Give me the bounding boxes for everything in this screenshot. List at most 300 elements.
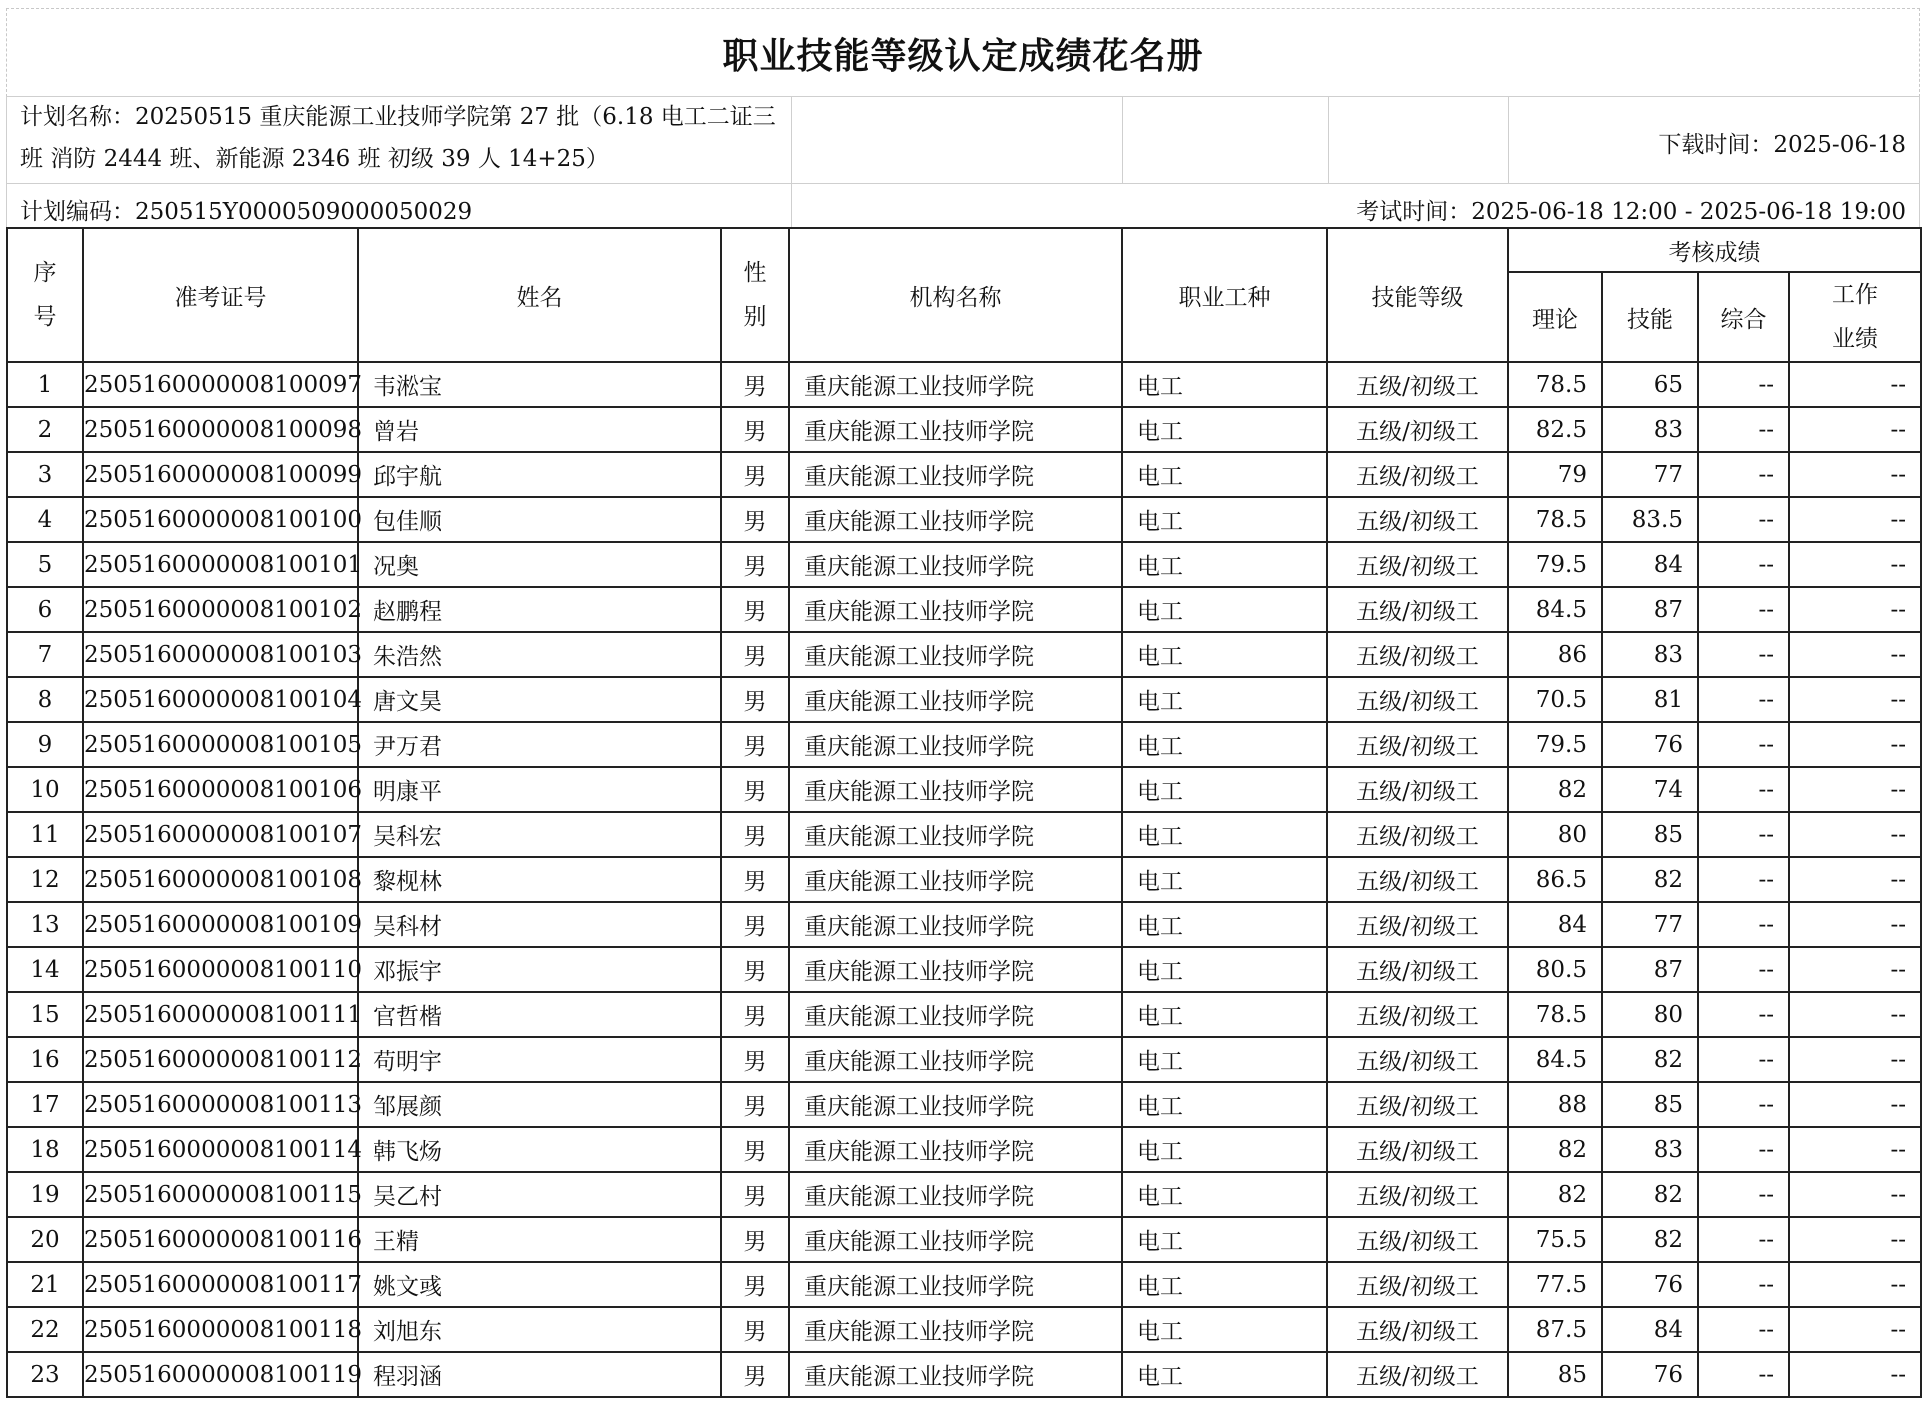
cell-org: 重庆能源工业技师学院 — [789, 992, 1122, 1037]
cell-occupation: 电工 — [1122, 1172, 1327, 1217]
download-time — [1658, 126, 1906, 159]
table-row — [7, 857, 1921, 902]
cell-skill: 84 — [1602, 542, 1698, 587]
cell-org: 重庆能源工业技师学院 — [789, 1217, 1122, 1262]
cell-seq: 21 — [7, 1262, 83, 1307]
cell-gender: 男 — [721, 1127, 789, 1172]
cell-org: 重庆能源工业技师学院 — [789, 1082, 1122, 1127]
cell-ticket: 2505160000008100113 — [83, 1082, 358, 1127]
info-divider-2 — [1122, 96, 1123, 183]
cell-ticket: 2505160000008100101 — [83, 542, 358, 587]
cell-name: 程羽涵 — [358, 1352, 721, 1397]
cell-work: -- — [1789, 1307, 1921, 1352]
table-row — [7, 1352, 1921, 1397]
cell-level: 五级/初级工 — [1327, 1082, 1508, 1127]
cell-work: -- — [1789, 587, 1921, 632]
cell-gender: 男 — [721, 407, 789, 452]
cell-occupation: 电工 — [1122, 1352, 1327, 1397]
col-level-header: 技能等级 — [1327, 228, 1508, 362]
col-work-header — [1789, 272, 1921, 362]
cell-level: 五级/初级工 — [1327, 1217, 1508, 1262]
cell-gender: 男 — [721, 1217, 789, 1262]
cell-work: -- — [1789, 767, 1921, 812]
cell-theory: 84 — [1508, 902, 1602, 947]
col-org-header: 机构名称 — [789, 228, 1122, 362]
cell-work: -- — [1789, 497, 1921, 542]
cell-theory: 75.5 — [1508, 1217, 1602, 1262]
cell-ticket: 2505160000008100107 — [83, 812, 358, 857]
cell-work: -- — [1789, 947, 1921, 992]
cell-work: -- — [1789, 362, 1921, 407]
col-theory-header: 理论 — [1508, 272, 1602, 362]
cell-gender: 男 — [721, 362, 789, 407]
cell-theory: 82 — [1508, 1127, 1602, 1172]
cell-overall: -- — [1698, 1262, 1789, 1307]
cell-ticket: 2505160000008100102 — [83, 587, 358, 632]
cell-work: -- — [1789, 1217, 1921, 1262]
cell-skill: 77 — [1602, 452, 1698, 497]
cell-level: 五级/初级工 — [1327, 587, 1508, 632]
table-row — [7, 1172, 1921, 1217]
cell-overall: -- — [1698, 902, 1789, 947]
cell-level: 五级/初级工 — [1327, 1352, 1508, 1397]
cell-ticket: 2505160000008100119 — [83, 1352, 358, 1397]
cell-name: 吴科宏 — [358, 812, 721, 857]
cell-theory: 80 — [1508, 812, 1602, 857]
cell-ticket: 2505160000008100110 — [83, 947, 358, 992]
table-row — [7, 632, 1921, 677]
table-row — [7, 587, 1921, 632]
plan-code — [20, 193, 472, 226]
cell-theory: 78.5 — [1508, 992, 1602, 1037]
cell-theory: 70.5 — [1508, 677, 1602, 722]
info-divider-1 — [791, 96, 792, 227]
cell-overall: -- — [1698, 1352, 1789, 1397]
cell-seq: 1 — [7, 362, 83, 407]
cell-work: -- — [1789, 1262, 1921, 1307]
cell-ticket: 2505160000008100100 — [83, 497, 358, 542]
score-table-body — [7, 362, 1921, 1397]
cell-org: 重庆能源工业技师学院 — [789, 452, 1122, 497]
table-row — [7, 497, 1921, 542]
cell-ticket: 2505160000008100115 — [83, 1172, 358, 1217]
cell-level: 五级/初级工 — [1327, 767, 1508, 812]
cell-skill: 81 — [1602, 677, 1698, 722]
cell-name: 唐文昊 — [358, 677, 721, 722]
cell-occupation: 电工 — [1122, 1217, 1327, 1262]
cell-work: -- — [1789, 677, 1921, 722]
table-row — [7, 1127, 1921, 1172]
plan-code-label: 计划编码： — [20, 199, 135, 225]
cell-overall: -- — [1698, 497, 1789, 542]
cell-theory: 80.5 — [1508, 947, 1602, 992]
cell-work: -- — [1789, 1352, 1921, 1397]
col-overall-header: 综合 — [1698, 272, 1789, 362]
cell-name: 明康平 — [358, 767, 721, 812]
cell-gender: 男 — [721, 902, 789, 947]
table-row — [7, 992, 1921, 1037]
col-gender-header — [721, 228, 789, 362]
cell-work: -- — [1789, 722, 1921, 767]
cell-skill: 83.5 — [1602, 497, 1698, 542]
cell-work: -- — [1789, 992, 1921, 1037]
cell-ticket: 2505160000008100118 — [83, 1307, 358, 1352]
cell-theory: 77.5 — [1508, 1262, 1602, 1307]
cell-theory: 85 — [1508, 1352, 1602, 1397]
cell-org: 重庆能源工业技师学院 — [789, 857, 1122, 902]
cell-org: 重庆能源工业技师学院 — [789, 1262, 1122, 1307]
cell-seq: 20 — [7, 1217, 83, 1262]
cell-ticket: 2505160000008100111 — [83, 992, 358, 1037]
cell-overall: -- — [1698, 947, 1789, 992]
cell-ticket: 2505160000008100108 — [83, 857, 358, 902]
cell-org: 重庆能源工业技师学院 — [789, 767, 1122, 812]
cell-skill: 83 — [1602, 407, 1698, 452]
cell-overall: -- — [1698, 362, 1789, 407]
table-row — [7, 677, 1921, 722]
col-ticket-header: 准考证号 — [83, 228, 358, 362]
cell-theory: 86.5 — [1508, 857, 1602, 902]
cell-name: 刘旭东 — [358, 1307, 721, 1352]
cell-name: 况奥 — [358, 542, 721, 587]
cell-occupation: 电工 — [1122, 1307, 1327, 1352]
cell-org: 重庆能源工业技师学院 — [789, 587, 1122, 632]
cell-overall: -- — [1698, 1127, 1789, 1172]
cell-name: 姚文彧 — [358, 1262, 721, 1307]
cell-skill: 77 — [1602, 902, 1698, 947]
cell-name: 韩飞炀 — [358, 1127, 721, 1172]
cell-name: 朱浩然 — [358, 632, 721, 677]
cell-seq: 19 — [7, 1172, 83, 1217]
cell-level: 五级/初级工 — [1327, 452, 1508, 497]
table-row — [7, 407, 1921, 452]
cell-overall: -- — [1698, 857, 1789, 902]
col-gender-header-line2: 别 — [743, 304, 767, 330]
col-occupation-header: 职业工种 — [1122, 228, 1327, 362]
cell-name: 赵鹏程 — [358, 587, 721, 632]
cell-ticket: 2505160000008100098 — [83, 407, 358, 452]
cell-occupation: 电工 — [1122, 812, 1327, 857]
cell-ticket: 2505160000008100105 — [83, 722, 358, 767]
cell-level: 五级/初级工 — [1327, 632, 1508, 677]
cell-level: 五级/初级工 — [1327, 947, 1508, 992]
plan-name-label: 计划名称： — [20, 104, 135, 130]
table-row — [7, 902, 1921, 947]
cell-name: 韦淞宝 — [358, 362, 721, 407]
exam-time-label: 考试时间： — [1356, 199, 1472, 225]
cell-gender: 男 — [721, 452, 789, 497]
cell-ticket: 2505160000008100103 — [83, 632, 358, 677]
cell-overall: -- — [1698, 1217, 1789, 1262]
info-mid-line — [6, 183, 1920, 184]
col-seq-header-line1: 序 — [33, 260, 57, 286]
cell-occupation: 电工 — [1122, 542, 1327, 587]
cell-skill: 84 — [1602, 1307, 1698, 1352]
cell-level: 五级/初级工 — [1327, 1172, 1508, 1217]
cell-seq: 9 — [7, 722, 83, 767]
cell-org: 重庆能源工业技师学院 — [789, 497, 1122, 542]
cell-org: 重庆能源工业技师学院 — [789, 677, 1122, 722]
cell-overall: -- — [1698, 767, 1789, 812]
cell-seq: 12 — [7, 857, 83, 902]
info-divider-4 — [1508, 96, 1509, 183]
cell-skill: 76 — [1602, 722, 1698, 767]
cell-name: 王精 — [358, 1217, 721, 1262]
cell-theory: 78.5 — [1508, 497, 1602, 542]
cell-occupation: 电工 — [1122, 1037, 1327, 1082]
cell-occupation: 电工 — [1122, 407, 1327, 452]
col-gender-header-line1: 性 — [743, 260, 767, 286]
cell-org: 重庆能源工业技师学院 — [789, 542, 1122, 587]
cell-name: 包佳顺 — [358, 497, 721, 542]
cell-level: 五级/初级工 — [1327, 677, 1508, 722]
cell-org: 重庆能源工业技师学院 — [789, 1127, 1122, 1172]
cell-org: 重庆能源工业技师学院 — [789, 947, 1122, 992]
page-title: 职业技能等级认定成绩花名册 — [722, 35, 1204, 77]
cell-gender: 男 — [721, 677, 789, 722]
table-row — [7, 947, 1921, 992]
cell-theory: 87.5 — [1508, 1307, 1602, 1352]
table-row — [7, 767, 1921, 812]
cell-ticket: 2505160000008100117 — [83, 1262, 358, 1307]
cell-ticket: 2505160000008100097 — [83, 362, 358, 407]
cell-work: -- — [1789, 452, 1921, 497]
cell-gender: 男 — [721, 1307, 789, 1352]
cell-org: 重庆能源工业技师学院 — [789, 1037, 1122, 1082]
cell-gender: 男 — [721, 767, 789, 812]
col-work-header-line2: 业绩 — [1832, 326, 1878, 352]
plan-code-value: 250515Y0000509000050029 — [135, 199, 473, 225]
cell-theory: 79.5 — [1508, 542, 1602, 587]
cell-gender: 男 — [721, 542, 789, 587]
cell-gender: 男 — [721, 857, 789, 902]
cell-gender: 男 — [721, 992, 789, 1037]
cell-gender: 男 — [721, 947, 789, 992]
cell-gender: 男 — [721, 1172, 789, 1217]
info-divider-3 — [1328, 96, 1329, 183]
cell-occupation: 电工 — [1122, 632, 1327, 677]
cell-level: 五级/初级工 — [1327, 812, 1508, 857]
cell-name: 邱宇航 — [358, 452, 721, 497]
col-seq-header — [7, 228, 83, 362]
cell-skill: 82 — [1602, 857, 1698, 902]
cell-seq: 11 — [7, 812, 83, 857]
cell-seq: 22 — [7, 1307, 83, 1352]
cell-seq: 17 — [7, 1082, 83, 1127]
cell-seq: 2 — [7, 407, 83, 452]
cell-seq: 10 — [7, 767, 83, 812]
cell-seq: 16 — [7, 1037, 83, 1082]
cell-work: -- — [1789, 812, 1921, 857]
cell-theory: 84.5 — [1508, 587, 1602, 632]
cell-seq: 3 — [7, 452, 83, 497]
cell-overall: -- — [1698, 812, 1789, 857]
download-time-label: 下载时间： — [1658, 132, 1774, 158]
exam-time — [1356, 193, 1906, 226]
cell-name: 吴科材 — [358, 902, 721, 947]
table-row — [7, 1262, 1921, 1307]
cell-skill: 85 — [1602, 1082, 1698, 1127]
cell-theory: 82 — [1508, 767, 1602, 812]
cell-overall: -- — [1698, 1037, 1789, 1082]
score-table — [6, 227, 1922, 1398]
cell-skill: 74 — [1602, 767, 1698, 812]
cell-gender: 男 — [721, 1352, 789, 1397]
cell-work: -- — [1789, 1037, 1921, 1082]
info-left-line — [6, 96, 7, 227]
cell-work: -- — [1789, 407, 1921, 452]
cell-level: 五级/初级工 — [1327, 407, 1508, 452]
col-seq-header-line2: 号 — [33, 304, 57, 330]
cell-occupation: 电工 — [1122, 857, 1327, 902]
cell-level: 五级/初级工 — [1327, 1037, 1508, 1082]
cell-level: 五级/初级工 — [1327, 542, 1508, 587]
col-name-header: 姓名 — [358, 228, 721, 362]
cell-name: 尹万君 — [358, 722, 721, 767]
cell-org: 重庆能源工业技师学院 — [789, 362, 1122, 407]
cell-skill: 87 — [1602, 587, 1698, 632]
cell-theory: 79 — [1508, 452, 1602, 497]
cell-name: 邹展颜 — [358, 1082, 721, 1127]
cell-skill: 82 — [1602, 1172, 1698, 1217]
cell-theory: 88 — [1508, 1082, 1602, 1127]
cell-skill: 87 — [1602, 947, 1698, 992]
cell-theory: 79.5 — [1508, 722, 1602, 767]
cell-seq: 4 — [7, 497, 83, 542]
cell-occupation: 电工 — [1122, 497, 1327, 542]
cell-theory: 78.5 — [1508, 362, 1602, 407]
table-row — [7, 452, 1921, 497]
cell-ticket: 2505160000008100106 — [83, 767, 358, 812]
cell-seq: 18 — [7, 1127, 83, 1172]
cell-level: 五级/初级工 — [1327, 362, 1508, 407]
col-skill-header: 技能 — [1602, 272, 1698, 362]
cell-occupation: 电工 — [1122, 767, 1327, 812]
table-row — [7, 1307, 1921, 1352]
cell-overall: -- — [1698, 677, 1789, 722]
cell-occupation: 电工 — [1122, 992, 1327, 1037]
cell-occupation: 电工 — [1122, 1262, 1327, 1307]
cell-occupation: 电工 — [1122, 947, 1327, 992]
cell-seq: 7 — [7, 632, 83, 677]
cell-name: 苟明宇 — [358, 1037, 721, 1082]
cell-theory: 82 — [1508, 1172, 1602, 1217]
cell-level: 五级/初级工 — [1327, 1307, 1508, 1352]
cell-ticket: 2505160000008100112 — [83, 1037, 358, 1082]
cell-occupation: 电工 — [1122, 362, 1327, 407]
cell-theory: 86 — [1508, 632, 1602, 677]
cell-skill: 76 — [1602, 1262, 1698, 1307]
cell-level: 五级/初级工 — [1327, 1127, 1508, 1172]
table-row — [7, 722, 1921, 767]
table-row — [7, 812, 1921, 857]
cell-org: 重庆能源工业技师学院 — [789, 902, 1122, 947]
col-scores-group-header: 考核成绩 — [1508, 228, 1921, 272]
cell-level: 五级/初级工 — [1327, 722, 1508, 767]
table-row — [7, 1037, 1921, 1082]
cell-skill: 83 — [1602, 632, 1698, 677]
cell-theory: 82.5 — [1508, 407, 1602, 452]
plan-name — [20, 96, 790, 180]
cell-skill: 82 — [1602, 1217, 1698, 1262]
cell-work: -- — [1789, 1172, 1921, 1217]
cell-seq: 15 — [7, 992, 83, 1037]
download-time-value: 2025-06-18 — [1773, 132, 1906, 158]
table-row — [7, 542, 1921, 587]
cell-seq: 6 — [7, 587, 83, 632]
cell-gender: 男 — [721, 632, 789, 677]
cell-work: -- — [1789, 1082, 1921, 1127]
cell-occupation: 电工 — [1122, 587, 1327, 632]
cell-skill: 80 — [1602, 992, 1698, 1037]
cell-seq: 5 — [7, 542, 83, 587]
cell-skill: 76 — [1602, 1352, 1698, 1397]
cell-occupation: 电工 — [1122, 677, 1327, 722]
cell-overall: -- — [1698, 632, 1789, 677]
cell-gender: 男 — [721, 812, 789, 857]
cell-overall: -- — [1698, 722, 1789, 767]
cell-ticket: 2505160000008100099 — [83, 452, 358, 497]
info-right-line — [1919, 96, 1920, 227]
cell-ticket: 2505160000008100114 — [83, 1127, 358, 1172]
cell-gender: 男 — [721, 1262, 789, 1307]
cell-seq: 13 — [7, 902, 83, 947]
col-work-header-line1: 工作 — [1832, 282, 1878, 308]
cell-level: 五级/初级工 — [1327, 497, 1508, 542]
cell-level: 五级/初级工 — [1327, 902, 1508, 947]
cell-org: 重庆能源工业技师学院 — [789, 407, 1122, 452]
cell-seq: 23 — [7, 1352, 83, 1397]
roster-sheet — [6, 8, 1920, 97]
cell-overall: -- — [1698, 992, 1789, 1037]
cell-work: -- — [1789, 902, 1921, 947]
cell-name: 吴乙村 — [358, 1172, 721, 1217]
exam-time-value: 2025-06-18 12:00 - 2025-06-18 19:00 — [1471, 199, 1906, 225]
cell-overall: -- — [1698, 587, 1789, 632]
cell-overall: -- — [1698, 542, 1789, 587]
cell-org: 重庆能源工业技师学院 — [789, 632, 1122, 677]
cell-overall: -- — [1698, 452, 1789, 497]
cell-gender: 男 — [721, 1082, 789, 1127]
cell-theory: 84.5 — [1508, 1037, 1602, 1082]
cell-skill: 82 — [1602, 1037, 1698, 1082]
cell-work: -- — [1789, 542, 1921, 587]
cell-occupation: 电工 — [1122, 1127, 1327, 1172]
table-row — [7, 362, 1921, 407]
cell-overall: -- — [1698, 1082, 1789, 1127]
cell-org: 重庆能源工业技师学院 — [789, 812, 1122, 857]
cell-overall: -- — [1698, 1172, 1789, 1217]
cell-ticket: 2505160000008100104 — [83, 677, 358, 722]
cell-gender: 男 — [721, 1037, 789, 1082]
cell-org: 重庆能源工业技师学院 — [789, 1307, 1122, 1352]
cell-skill: 83 — [1602, 1127, 1698, 1172]
cell-level: 五级/初级工 — [1327, 857, 1508, 902]
cell-org: 重庆能源工业技师学院 — [789, 1172, 1122, 1217]
cell-overall: -- — [1698, 407, 1789, 452]
cell-overall: -- — [1698, 1307, 1789, 1352]
cell-level: 五级/初级工 — [1327, 992, 1508, 1037]
cell-work: -- — [1789, 857, 1921, 902]
cell-ticket: 2505160000008100109 — [83, 902, 358, 947]
cell-work: -- — [1789, 1127, 1921, 1172]
plan-name-value: 20250515 重庆能源工业技师学院第 27 批（6.18 电工二证三班 消防 2444 班、新能源 2346 班 初级 39 人 14+25） — [20, 104, 776, 172]
cell-ticket: 2505160000008100116 — [83, 1217, 358, 1262]
cell-name: 邓振宇 — [358, 947, 721, 992]
cell-org: 重庆能源工业技师学院 — [789, 1352, 1122, 1397]
cell-seq: 14 — [7, 947, 83, 992]
cell-org: 重庆能源工业技师学院 — [789, 722, 1122, 767]
